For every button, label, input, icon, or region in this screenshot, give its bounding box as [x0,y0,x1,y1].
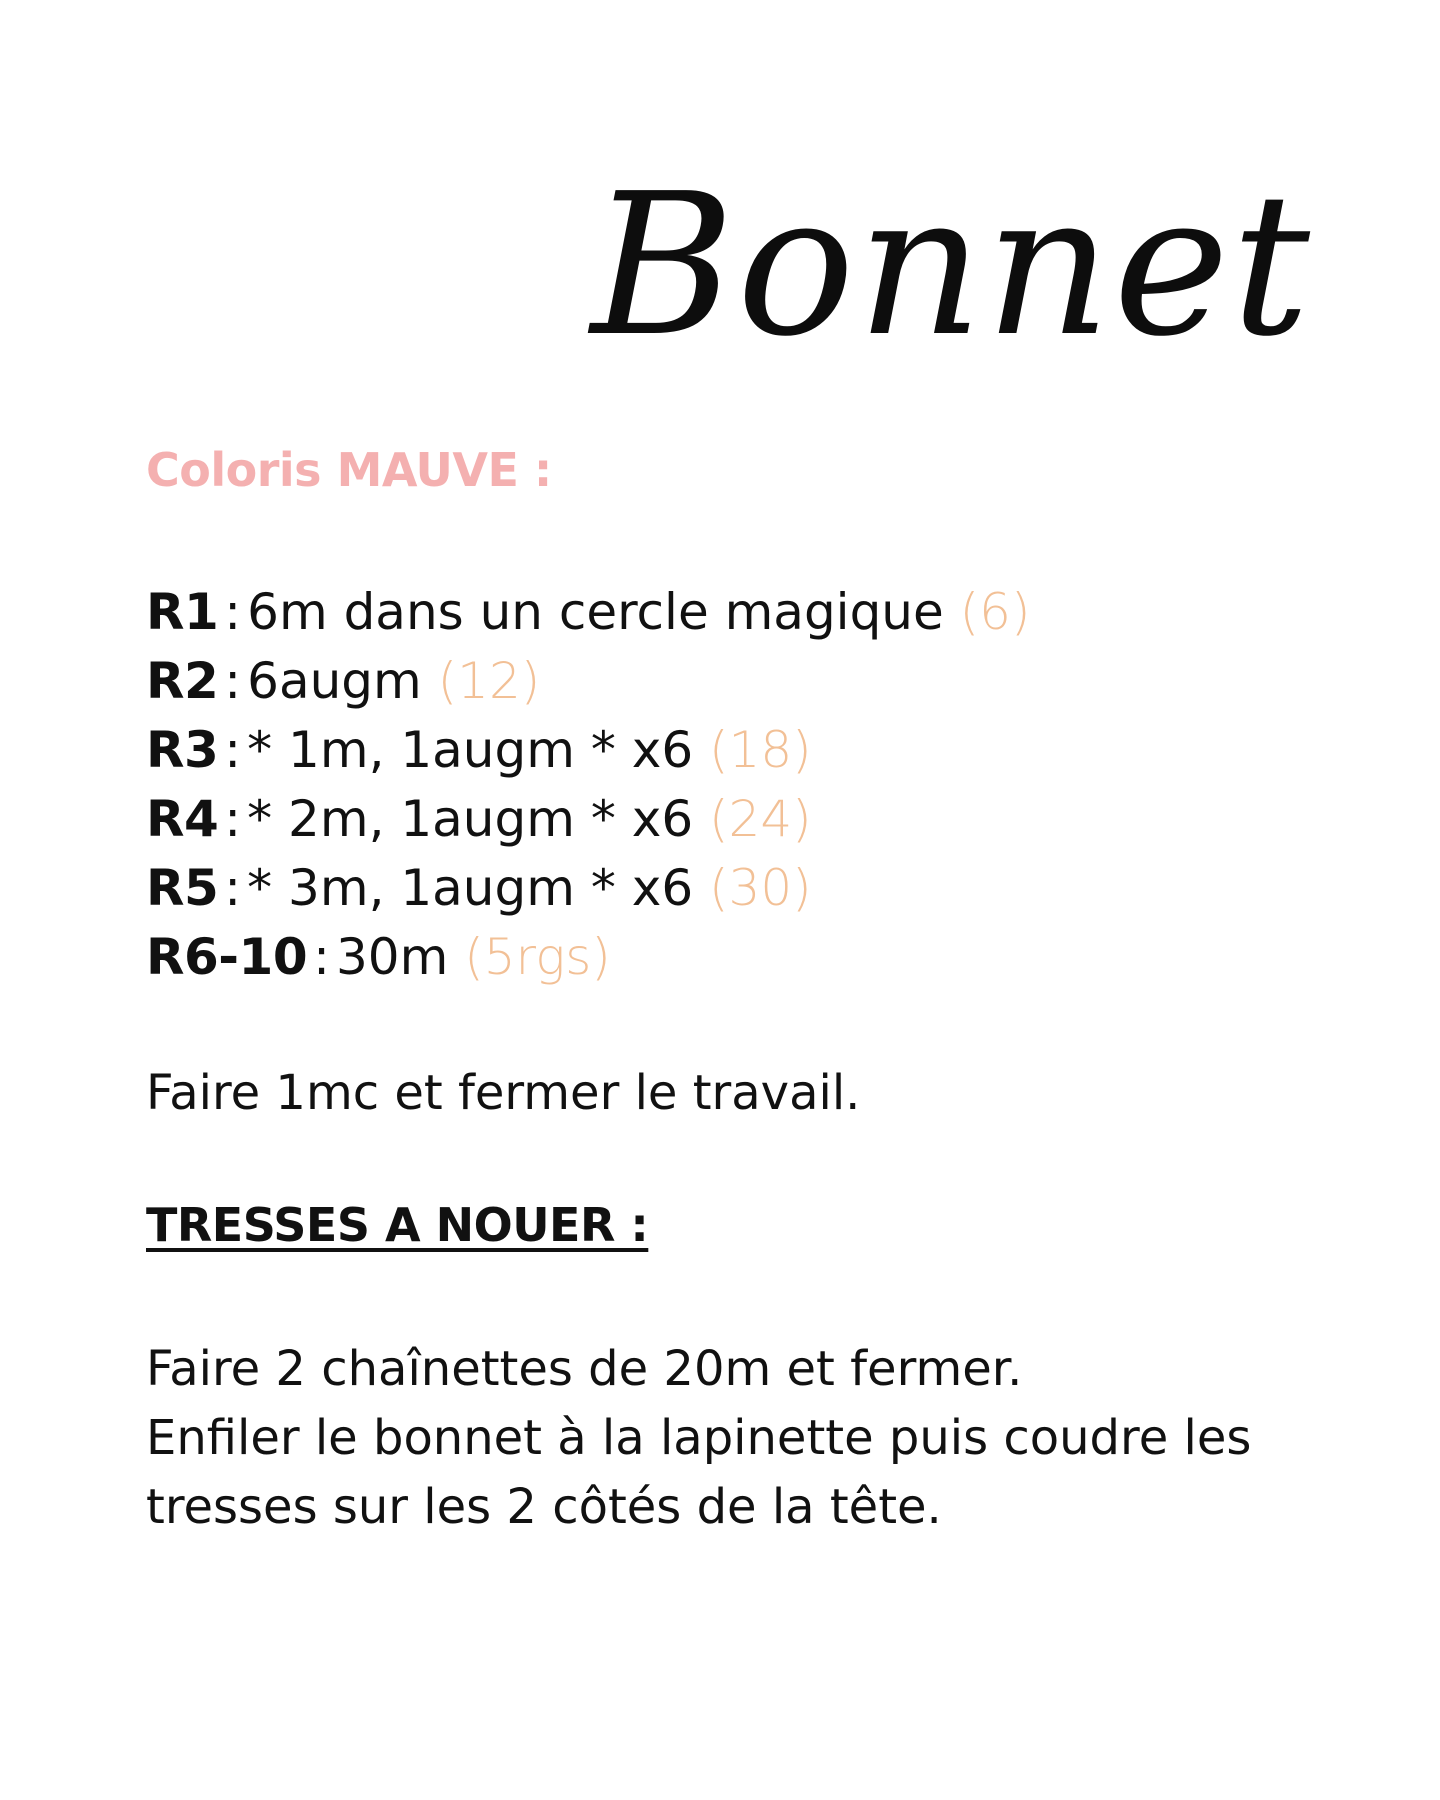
row-separator: : [224,790,242,848]
row-separator: : [224,721,242,779]
instructions-block [146,1335,1326,1542]
row-stitch-count: (12) [437,652,541,710]
pattern-row [146,578,1326,647]
row-instruction: * 1m, 1augm * x6 [247,721,694,779]
row-label: R5 [146,859,219,917]
row-label: R4 [146,790,219,848]
row-label: R3 [146,721,219,779]
page-title: Bonnet [590,152,1312,380]
pattern-row [146,716,1326,785]
row-instruction: * 2m, 1augm * x6 [247,790,694,848]
finish-text: Faire 1mc et fermer le travail. [146,1065,861,1121]
instruction-line: Faire 2 chaînettes de 20m et fermer. [146,1341,1023,1397]
row-stitch-count: (30) [709,859,812,917]
row-stitch-count: (6) [959,583,1031,641]
pattern-row [146,923,1326,992]
row-stitch-count: (5rgs) [464,928,611,986]
color-heading: Coloris MAUVE : [146,443,552,497]
row-label: R6-10 [146,928,308,986]
row-stitch-count: (18) [709,721,812,779]
row-separator: : [224,583,242,641]
pattern-row [146,785,1326,854]
row-separator: : [224,859,242,917]
row-label: R2 [146,652,219,710]
row-label: R1 [146,583,219,641]
pattern-row [146,647,1326,716]
row-instruction: * 3m, 1augm * x6 [247,859,694,917]
row-instruction: 6m dans un cercle magique [247,583,944,641]
row-instruction: 30m [335,928,449,986]
pattern-row [146,854,1326,923]
row-stitch-count: (24) [709,790,812,848]
pattern-content [146,440,1326,1542]
instruction-line: tresses sur les 2 côtés de la tête. [146,1479,942,1535]
row-instruction: 6augm [247,652,422,710]
row-separator: : [224,652,242,710]
instruction-line: Enfiler le bonnet à la lapinette puis coudre les [146,1410,1252,1466]
section-heading: TRESSES A NOUER : [146,1198,649,1252]
row-separator: : [313,928,330,986]
row-list [146,578,1326,992]
